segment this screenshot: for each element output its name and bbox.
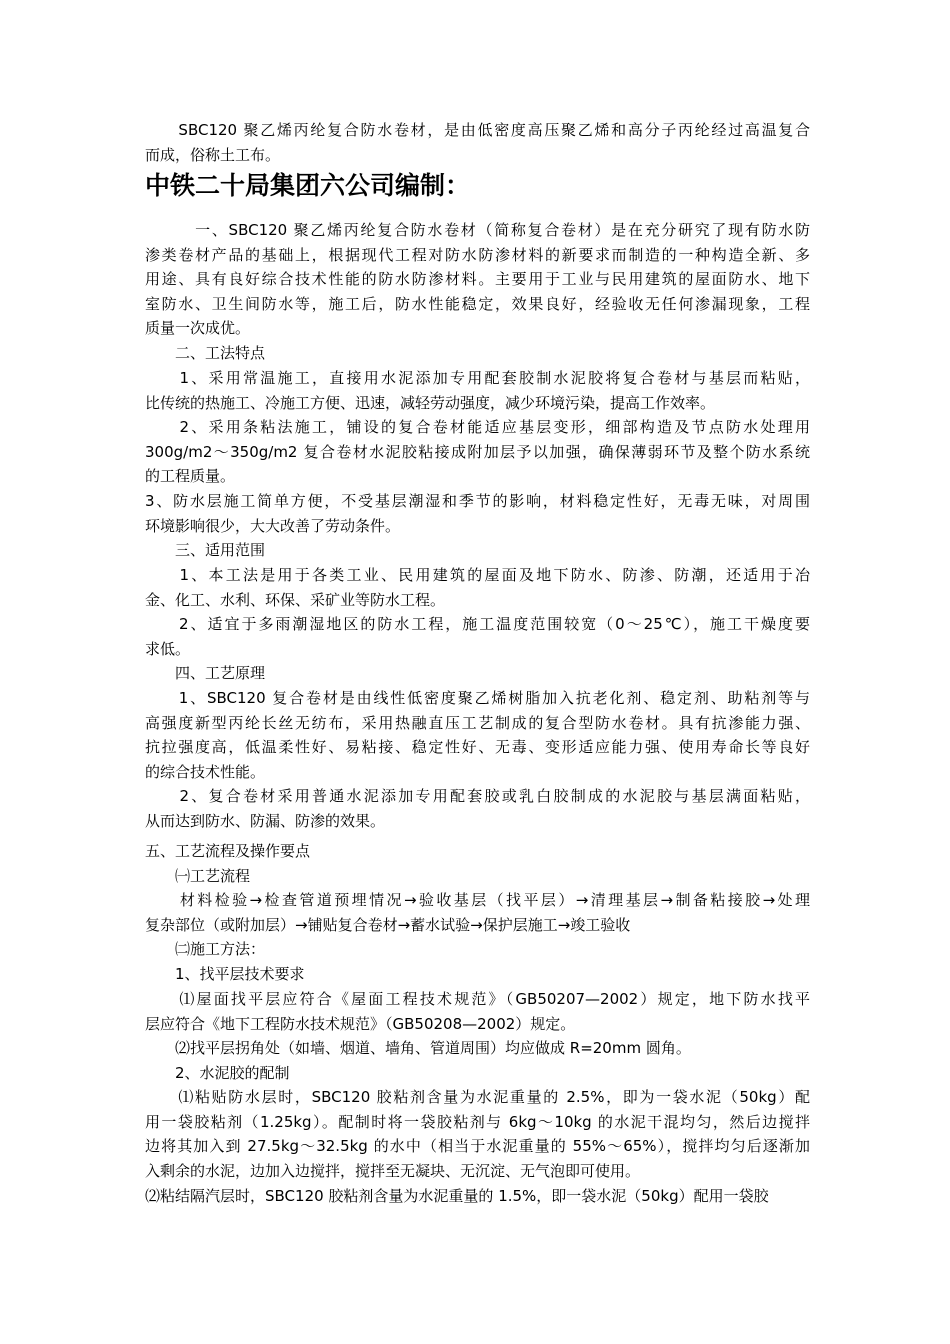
item-heading (145, 1061, 810, 1086)
section-heading (145, 538, 810, 563)
text-line: ㈡施工方法： (145, 940, 266, 958)
text-line: 渗类卷材产品的基础上，根据现代工程对防水防渗材料的新要求而制造的一种构造全新、多 (145, 245, 810, 264)
paragraph (145, 415, 810, 489)
text-line: 金、化工、水利、环保、采矿业等防水工程。 (145, 590, 446, 609)
text-line: ⑴屋面找平层应符合《屋面工程技术规范》（GB50207—2002）规定，地下防水找平 (145, 990, 810, 1008)
paragraph (145, 366, 810, 415)
paragraph (145, 1184, 810, 1209)
text-line: 300g/m2～350g/m2 复合卷材水泥胶粘接成附加层予以加强，确保薄弱环节及整个防水系统 (145, 442, 810, 461)
paragraph-overview (145, 218, 810, 341)
subsection-heading (145, 864, 810, 889)
text-line: 入剩余的水泥，边加入边搅拌，搅拌至无凝块、无沉淀、无气泡即可使用。 (145, 1161, 641, 1180)
paragraph (145, 784, 810, 833)
text-line: 四、工艺原理 (145, 664, 266, 682)
text-line: ⑵粘结隔汽层时，SBC120 胶粘剂含量为水泥重量的 1.5%，即一袋水泥（50kg）配用一袋胶 (145, 1187, 769, 1205)
text-line: 而成，俗称土工布。 (145, 145, 281, 164)
paragraph (145, 987, 810, 1036)
text-line: 用一袋胶粘剂（1.25kg）。配制时将一袋胶粘剂与 6kg～10kg 的水泥干混均匀，然后边搅拌 (145, 1112, 810, 1131)
text-line: 用途、具有良好综合技术性能的防水防渗材料。主要用于工业与民用建筑的屋面防水、地下 (145, 270, 810, 289)
intro-paragraph (145, 118, 810, 167)
text-line: 的综合技术性能。 (145, 762, 266, 781)
item-heading (145, 962, 810, 987)
text-line: 环境影响很少，大大改善了劳动条件。 (145, 516, 401, 535)
text-line: ⑴粘贴防水层时，SBC120 胶粘剂含量为水泥重量的 2.5%，即为一袋水泥（50kg）配 (145, 1088, 810, 1106)
section-heading (145, 839, 810, 864)
text-line: 复杂部位（或附加层）→铺贴复合卷材→蓄水试验→保护层施工→竣工验收 (145, 915, 631, 934)
text-line: SBC120 聚乙烯丙纶复合防水卷材，是由低密度高压聚乙烯和高分子丙纶经过高温复合 (145, 121, 810, 139)
paragraph (145, 612, 810, 661)
process-flow (145, 888, 810, 937)
text-line: 1、找平层技术要求 (145, 965, 305, 983)
text-line: 质量一次成优。 (145, 319, 251, 338)
text-line: 室防水、卫生间防水等，施工后，防水性能稳定，效果良好，经验收无任何渗漏现象，工程 (145, 294, 810, 313)
text-line: 比传统的热施工、冷施工方便、迅速，减轻劳动强度，减少环境污染，提高工作效率。 (145, 393, 716, 412)
text-line: 边将其加入到 27.5kg～32.5kg 的水中（相当于水泥重量的 55%～65%），搅拌均匀后逐渐加 (145, 1137, 810, 1156)
text-line: 层应符合《地下工程防水技术规范》（GB50208—2002）规定。 (145, 1014, 576, 1033)
text-line: 2、水泥胶的配制 (145, 1064, 290, 1082)
text-line: 2、复合卷材采用普通水泥添加专用配套胶或乳白胶制成的水泥胶与基层满面粘贴， (145, 787, 810, 805)
text-line: 1、SBC120 复合卷材是由线性低密度聚乙烯树脂加入抗老化剂、稳定剂、助粘剂等与 (145, 689, 810, 707)
subsection-heading (145, 937, 810, 962)
text-line: 3、防水层施工简单方便，不受基层潮湿和季节的影响，材料稳定性好，无毒无味，对周围 (145, 492, 810, 510)
text-line: 抗拉强度高，低温柔性好、易粘接、稳定性好、无毒、变形适应能力强、使用寿命长等良好 (145, 738, 810, 757)
paragraph (145, 1085, 810, 1183)
text-line: 材料检验→检查管道预埋情况→验收基层（找平层）→清理基层→制备粘接胶→处理 (145, 891, 810, 909)
text-line: 一、SBC120 聚乙烯丙纶复合防水卷材（简称复合卷材）是在充分研究了现有防水防 (145, 221, 810, 239)
section-heading (145, 661, 810, 686)
text-line: ㈠工艺流程 (145, 867, 251, 885)
text-line: 1、采用常温施工，直接用水泥添加专用配套胶制水泥胶将复合卷材与基层而粘贴， (145, 369, 810, 387)
paragraph (145, 1036, 810, 1061)
paragraph (145, 563, 810, 612)
text-line: 二、工法特点 (145, 344, 266, 362)
document-title: 中铁二十局集团六公司编制： (145, 171, 471, 200)
paragraph (145, 489, 810, 538)
text-line: 五、工艺流程及操作要点 (145, 842, 311, 860)
text-line: 2、适宜于多雨潮湿地区的防水工程，施工温度范围较宽（0～25℃），施工干燥度要 (145, 615, 810, 633)
text-line: ⑵找平层拐角处（如墙、烟道、墙角、管道周围）均应做成 R=20mm 圆角。 (145, 1039, 691, 1057)
paragraph (145, 686, 810, 784)
text-line: 2、采用条粘法施工，铺设的复合卷材能适应基层变形，细部构造及节点防水处理用 (145, 418, 810, 436)
text-line: 求低。 (145, 639, 191, 658)
text-line: 高强度新型丙纶长丝无纺布，采用热融直压工艺制成的复合型防水卷材。具有抗渗能力强、 (145, 713, 810, 732)
text-line: 三、适用范围 (145, 541, 266, 559)
text-line: 从而达到防水、防漏、防渗的效果。 (145, 811, 386, 830)
section-heading (145, 341, 810, 366)
text-line: 的工程质量。 (145, 467, 236, 486)
text-line: 1、本工法是用于各类工业、民用建筑的屋面及地下防水、防渗、防潮，还适用于冶 (145, 566, 810, 584)
